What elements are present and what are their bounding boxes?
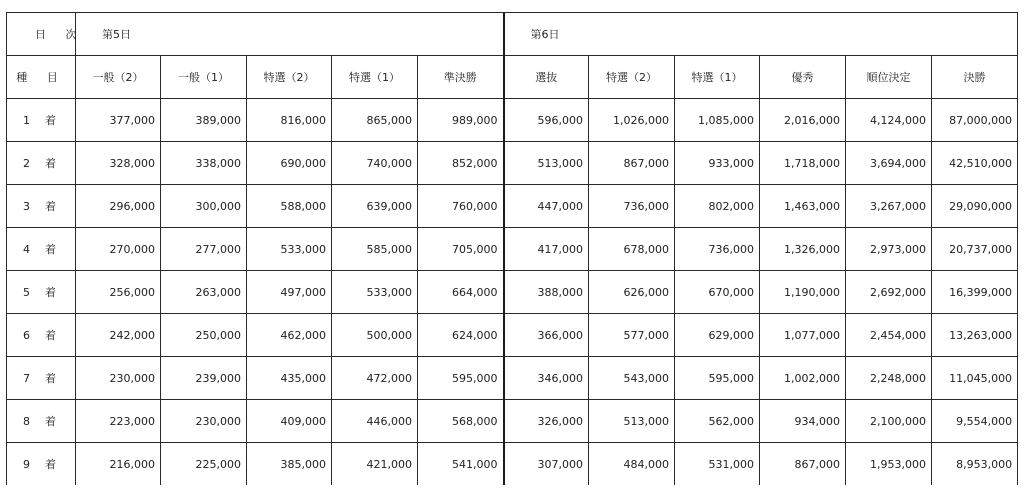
table-row <box>7 314 1018 357</box>
prize-value-cell: 664,000 <box>418 271 504 314</box>
prize-value-cell: 328,000 <box>76 142 161 185</box>
prize-value-cell: 277,000 <box>161 228 247 271</box>
prize-value-cell: 239,000 <box>161 357 247 400</box>
prize-value-cell: 263,000 <box>161 271 247 314</box>
rank-number: 1 <box>23 114 30 127</box>
prize-value-cell: 9,554,000 <box>932 400 1018 443</box>
prize-value-cell: 230,000 <box>76 357 161 400</box>
prize-value-cell: 223,000 <box>76 400 161 443</box>
prize-value-cell: 760,000 <box>418 185 504 228</box>
prize-value-cell: 338,000 <box>161 142 247 185</box>
day5-cell <box>76 13 504 56</box>
prize-value-cell: 624,000 <box>418 314 504 357</box>
prize-value-cell: 242,000 <box>76 314 161 357</box>
prize-value-cell: 867,000 <box>760 443 846 486</box>
rank-cell <box>7 185 76 228</box>
table-row <box>7 271 1018 314</box>
day-row <box>7 13 1018 56</box>
table-row <box>7 400 1018 443</box>
prize-value-cell: 16,399,000 <box>932 271 1018 314</box>
prize-value-cell: 736,000 <box>675 228 760 271</box>
rank-cell <box>7 400 76 443</box>
prize-value-cell: 670,000 <box>675 271 760 314</box>
prize-value-cell: 2,248,000 <box>846 357 932 400</box>
prize-value-cell: 678,000 <box>589 228 675 271</box>
prize-value-cell: 4,124,000 <box>846 99 932 142</box>
prize-value-cell: 29,090,000 <box>932 185 1018 228</box>
rank-cell <box>7 228 76 271</box>
prize-value-cell: 867,000 <box>589 142 675 185</box>
prize-value-cell: 588,000 <box>247 185 332 228</box>
prize-value-cell: 2,973,000 <box>846 228 932 271</box>
table-row <box>7 443 1018 486</box>
column-header-row <box>7 56 1018 99</box>
prize-value-cell: 1,326,000 <box>760 228 846 271</box>
rank-cell <box>7 443 76 486</box>
prize-value-cell: 562,000 <box>675 400 760 443</box>
rank-cell <box>7 142 76 185</box>
kind-label: 種 目 <box>16 71 66 84</box>
prize-value-cell: 2,454,000 <box>846 314 932 357</box>
prize-value-cell: 533,000 <box>332 271 418 314</box>
day6-label: 第6日 <box>530 28 560 41</box>
prize-value-cell: 585,000 <box>332 228 418 271</box>
prize-value-cell: 2,692,000 <box>846 271 932 314</box>
rank-number: 5 <box>23 286 30 299</box>
day5-label: 第5日 <box>102 28 131 41</box>
prize-value-cell: 447,000 <box>504 185 589 228</box>
prize-value-cell: 42,510,000 <box>932 142 1018 185</box>
prize-value-cell: 816,000 <box>247 99 332 142</box>
prize-value-cell: 626,000 <box>589 271 675 314</box>
rank-number: 2 <box>23 157 30 170</box>
prize-value-cell: 20,737,000 <box>932 228 1018 271</box>
column-header: 準決勝 <box>418 56 504 99</box>
prize-value-cell: 1,463,000 <box>760 185 846 228</box>
prize-value-cell: 531,000 <box>675 443 760 486</box>
day6-cell <box>504 13 1018 56</box>
prize-value-cell: 472,000 <box>332 357 418 400</box>
prize-value-cell: 740,000 <box>332 142 418 185</box>
prize-value-cell: 13,263,000 <box>932 314 1018 357</box>
prize-value-cell: 933,000 <box>675 142 760 185</box>
prize-value-cell: 300,000 <box>161 185 247 228</box>
column-header: 特選（2） <box>247 56 332 99</box>
kind-label-cell <box>7 56 76 99</box>
prize-value-cell: 513,000 <box>589 400 675 443</box>
prize-value-cell: 736,000 <box>589 185 675 228</box>
column-header: 特選（1） <box>675 56 760 99</box>
prize-value-cell: 385,000 <box>247 443 332 486</box>
prize-value-cell: 230,000 <box>161 400 247 443</box>
rank-number: 3 <box>23 200 30 213</box>
prize-value-cell: 543,000 <box>589 357 675 400</box>
prize-value-cell: 1,953,000 <box>846 443 932 486</box>
table-row <box>7 142 1018 185</box>
prize-value-cell: 256,000 <box>76 271 161 314</box>
prize-value-cell: 435,000 <box>247 357 332 400</box>
prize-value-cell: 1,718,000 <box>760 142 846 185</box>
table-row <box>7 99 1018 142</box>
prize-value-cell: 409,000 <box>247 400 332 443</box>
prize-value-cell: 2,016,000 <box>760 99 846 142</box>
rank-suffix: 着 <box>45 415 56 428</box>
prize-value-cell: 629,000 <box>675 314 760 357</box>
prize-value-cell: 389,000 <box>161 99 247 142</box>
rank-suffix: 着 <box>45 372 56 385</box>
prize-value-cell: 326,000 <box>504 400 589 443</box>
rank-suffix: 着 <box>45 200 56 213</box>
prize-value-cell: 690,000 <box>247 142 332 185</box>
prize-value-cell: 296,000 <box>76 185 161 228</box>
prize-value-cell: 639,000 <box>332 185 418 228</box>
rank-number: 8 <box>23 415 30 428</box>
prize-value-cell: 595,000 <box>418 357 504 400</box>
prize-value-cell: 377,000 <box>76 99 161 142</box>
prize-value-cell: 346,000 <box>504 357 589 400</box>
column-header: 優秀 <box>760 56 846 99</box>
prize-value-cell: 307,000 <box>504 443 589 486</box>
prize-value-cell: 500,000 <box>332 314 418 357</box>
prize-value-cell: 225,000 <box>161 443 247 486</box>
prize-value-cell: 1,190,000 <box>760 271 846 314</box>
day-label-cell <box>7 13 85 56</box>
day-label: 日 次 <box>35 28 85 41</box>
rank-cell <box>7 314 76 357</box>
rank-cell <box>7 99 76 142</box>
prize-value-cell: 802,000 <box>675 185 760 228</box>
prize-value-cell: 11,045,000 <box>932 357 1018 400</box>
prize-value-cell: 2,100,000 <box>846 400 932 443</box>
prize-value-cell: 497,000 <box>247 271 332 314</box>
prize-table <box>6 12 1018 485</box>
prize-value-cell: 989,000 <box>418 99 504 142</box>
rank-cell <box>7 357 76 400</box>
rank-suffix: 着 <box>45 286 56 299</box>
prize-value-cell: 3,694,000 <box>846 142 932 185</box>
table-row <box>7 228 1018 271</box>
prize-value-cell: 250,000 <box>161 314 247 357</box>
prize-value-cell: 446,000 <box>332 400 418 443</box>
rank-number: 9 <box>23 458 30 471</box>
prize-value-cell: 3,267,000 <box>846 185 932 228</box>
rank-number: 4 <box>23 243 30 256</box>
prize-value-cell: 568,000 <box>418 400 504 443</box>
prize-value-cell: 1,077,000 <box>760 314 846 357</box>
rank-suffix: 着 <box>45 157 56 170</box>
prize-value-cell: 8,953,000 <box>932 443 1018 486</box>
prize-value-cell: 595,000 <box>675 357 760 400</box>
rank-suffix: 着 <box>45 243 56 256</box>
prize-value-cell: 865,000 <box>332 99 418 142</box>
column-header: 一般（1） <box>161 56 247 99</box>
prize-value-cell: 533,000 <box>247 228 332 271</box>
rank-suffix: 着 <box>45 114 56 127</box>
column-header: 特選（1） <box>332 56 418 99</box>
column-header: 決勝 <box>932 56 1018 99</box>
prize-value-cell: 513,000 <box>504 142 589 185</box>
column-header: 特選（2） <box>589 56 675 99</box>
column-header: 一般（2） <box>76 56 161 99</box>
prize-value-cell: 705,000 <box>418 228 504 271</box>
prize-value-cell: 577,000 <box>589 314 675 357</box>
prize-value-cell: 1,026,000 <box>589 99 675 142</box>
rank-number: 6 <box>23 329 30 342</box>
prize-value-cell: 366,000 <box>504 314 589 357</box>
prize-value-cell: 852,000 <box>418 142 504 185</box>
prize-value-cell: 421,000 <box>332 443 418 486</box>
prize-value-cell: 216,000 <box>76 443 161 486</box>
column-header: 選抜 <box>504 56 589 99</box>
prize-value-cell: 541,000 <box>418 443 504 486</box>
table-row <box>7 357 1018 400</box>
prize-value-cell: 596,000 <box>504 99 589 142</box>
prize-value-cell: 388,000 <box>504 271 589 314</box>
prize-value-cell: 417,000 <box>504 228 589 271</box>
prize-value-cell: 1,085,000 <box>675 99 760 142</box>
table-row <box>7 185 1018 228</box>
prize-value-cell: 462,000 <box>247 314 332 357</box>
column-header: 順位決定 <box>846 56 932 99</box>
prize-value-cell: 934,000 <box>760 400 846 443</box>
rank-cell <box>7 271 76 314</box>
rank-suffix: 着 <box>45 458 56 471</box>
prize-value-cell: 87,000,000 <box>932 99 1018 142</box>
prize-value-cell: 1,002,000 <box>760 357 846 400</box>
prize-value-cell: 270,000 <box>76 228 161 271</box>
rank-number: 7 <box>23 372 30 385</box>
rank-suffix: 着 <box>45 329 56 342</box>
prize-value-cell: 484,000 <box>589 443 675 486</box>
